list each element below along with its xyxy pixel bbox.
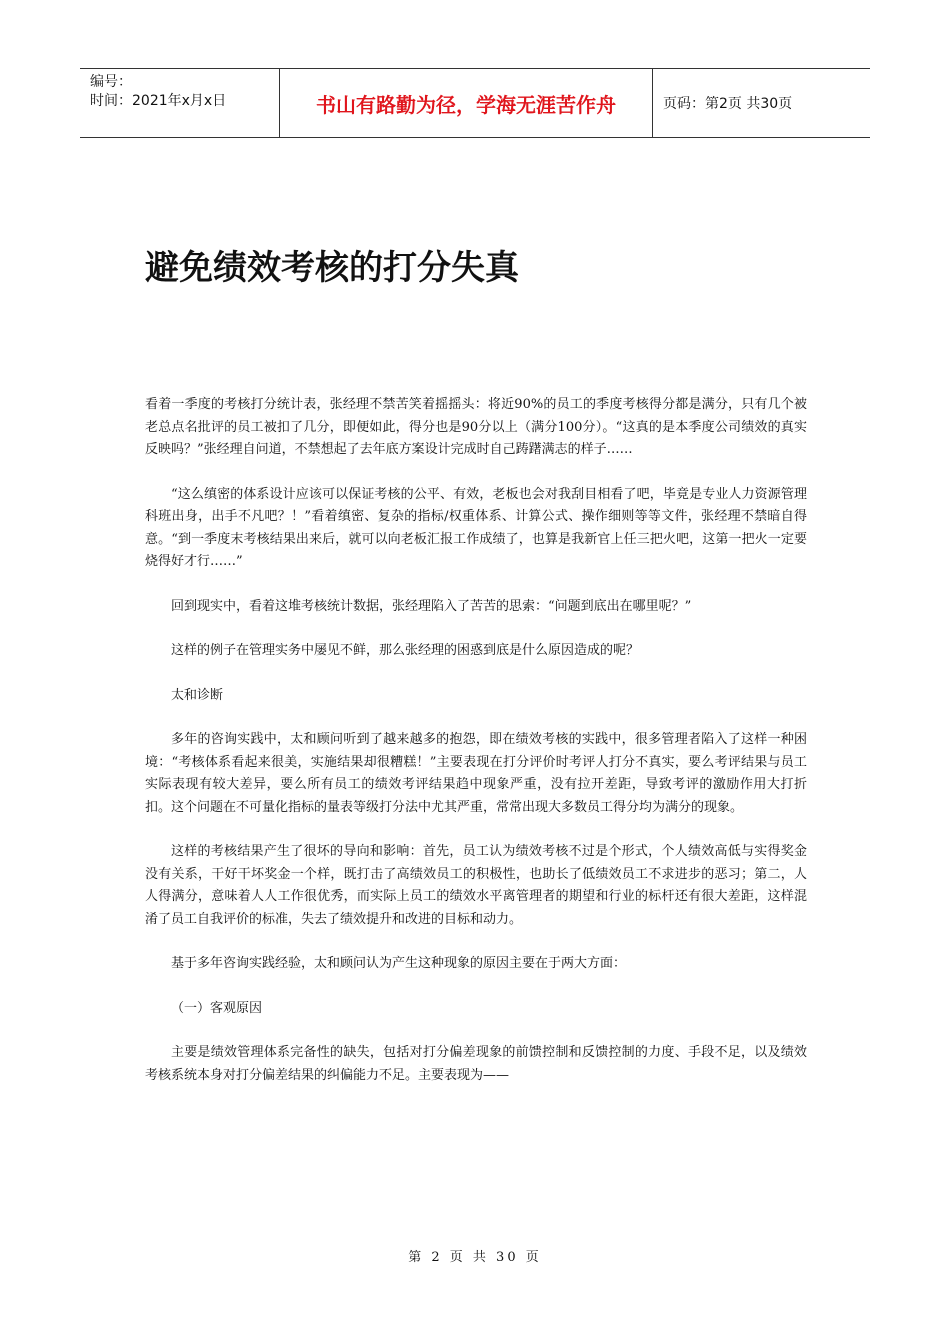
- section-heading: 太和诊断: [171, 687, 224, 703]
- document-body: [145, 394, 807, 1109]
- paragraph: 回到现实中，看着这堆考核统计数据，张经理陷入了苦苦的思索：“问题到底出在哪里呢？”: [171, 598, 692, 614]
- subsection-heading: （一）客观原因: [171, 1000, 263, 1016]
- motto: 书山有路勤为径，学海无涯苦作舟: [280, 69, 653, 137]
- paragraph: 这样的例子在管理实务中屡见不鲜，那么张经理的困惑到底是什么原因造成的呢？: [171, 643, 640, 658]
- number-label: 编号：: [90, 74, 132, 90]
- paragraph: 基于多年咨询实践经验，太和顾问认为产生这种现象的原因主要在于两大方面：: [171, 956, 627, 971]
- page-header: [80, 68, 870, 138]
- paragraph: 多年的咨询实践中，太和顾问听到了越来越多的抱怨，即在绩效考核的实践中，很多管理者陷入了这样一种困境：“考核体系看起来很美，实施结果却很糟糕！”主要表现在打分评价时考评人打分不真实，要么考评结果与员工实际表现有较大差异，要么所有员工的绩效考评结果趋中现象严重，没有拉开差距，导致考评的激励作用大打折扣。这个问题在不可量化指标的量表等级打分法中尤其严重，常常出现大多数员工得分均为满分的现象。: [145, 732, 807, 815]
- header-left-cell: [80, 69, 280, 137]
- document-title: 避免绩效考核的打分失真: [145, 248, 519, 288]
- paragraph: 看着一季度的考核打分统计表，张经理不禁苦笑着摇摇头：将近90%的员工的季度考核得分都是满分，只有几个被老总点名批评的员工被扣了几分，即便如此，得分也是90分以上（满分100分）。“这真的是本季度公司绩效的真实反映吗？”张经理自问道，不禁想起了去年底方案设计完成时自己踌躇满志的样子……: [145, 397, 807, 457]
- paragraph: 这样的考核结果产生了很坏的导向和影响：首先，员工认为绩效考核不过是个形式，个人绩效高低与实得奖金没有关系，干好干坏奖金一个样，既打击了高绩效员工的积极性，也助长了低绩效员工不求进步的恶习；第二，人人得满分，意味着人人工作很优秀，而实际上员工的绩效水平离管理者的期望和行业的标杆还有很大差距，这样混淆了员工自我评价的标准，失去了绩效提升和改进的目标和动力。: [145, 844, 807, 927]
- page-footer: 第 2 页 共 30 页: [408, 1250, 542, 1265]
- time-label: 时间：2021年x月x日: [90, 93, 227, 109]
- page-info: 页码：第2页 共30页: [663, 96, 793, 112]
- paragraph: 主要是绩效管理体系完备性的缺失，包括对打分偏差现象的前馈控制和反馈控制的力度、手段不足，以及绩效考核系统本身对打分偏差结果的纠偏能力不足。主要表现为——: [145, 1045, 807, 1083]
- paragraph: “这么缜密的体系设计应该可以保证考核的公平、有效，老板也会对我刮目相看了吧，毕竟是专业人力资源管理科班出身，出手不凡吧？！”看着缜密、复杂的指标/权重体系、计算公式、操作细则等等文件，张经理不禁暗自得意。“到一季度末考核结果出来后，就可以向老板汇报工作成绩了，也算是我新官上任三把火吧，这第一把火一定要烧得好才行……”: [145, 486, 807, 569]
